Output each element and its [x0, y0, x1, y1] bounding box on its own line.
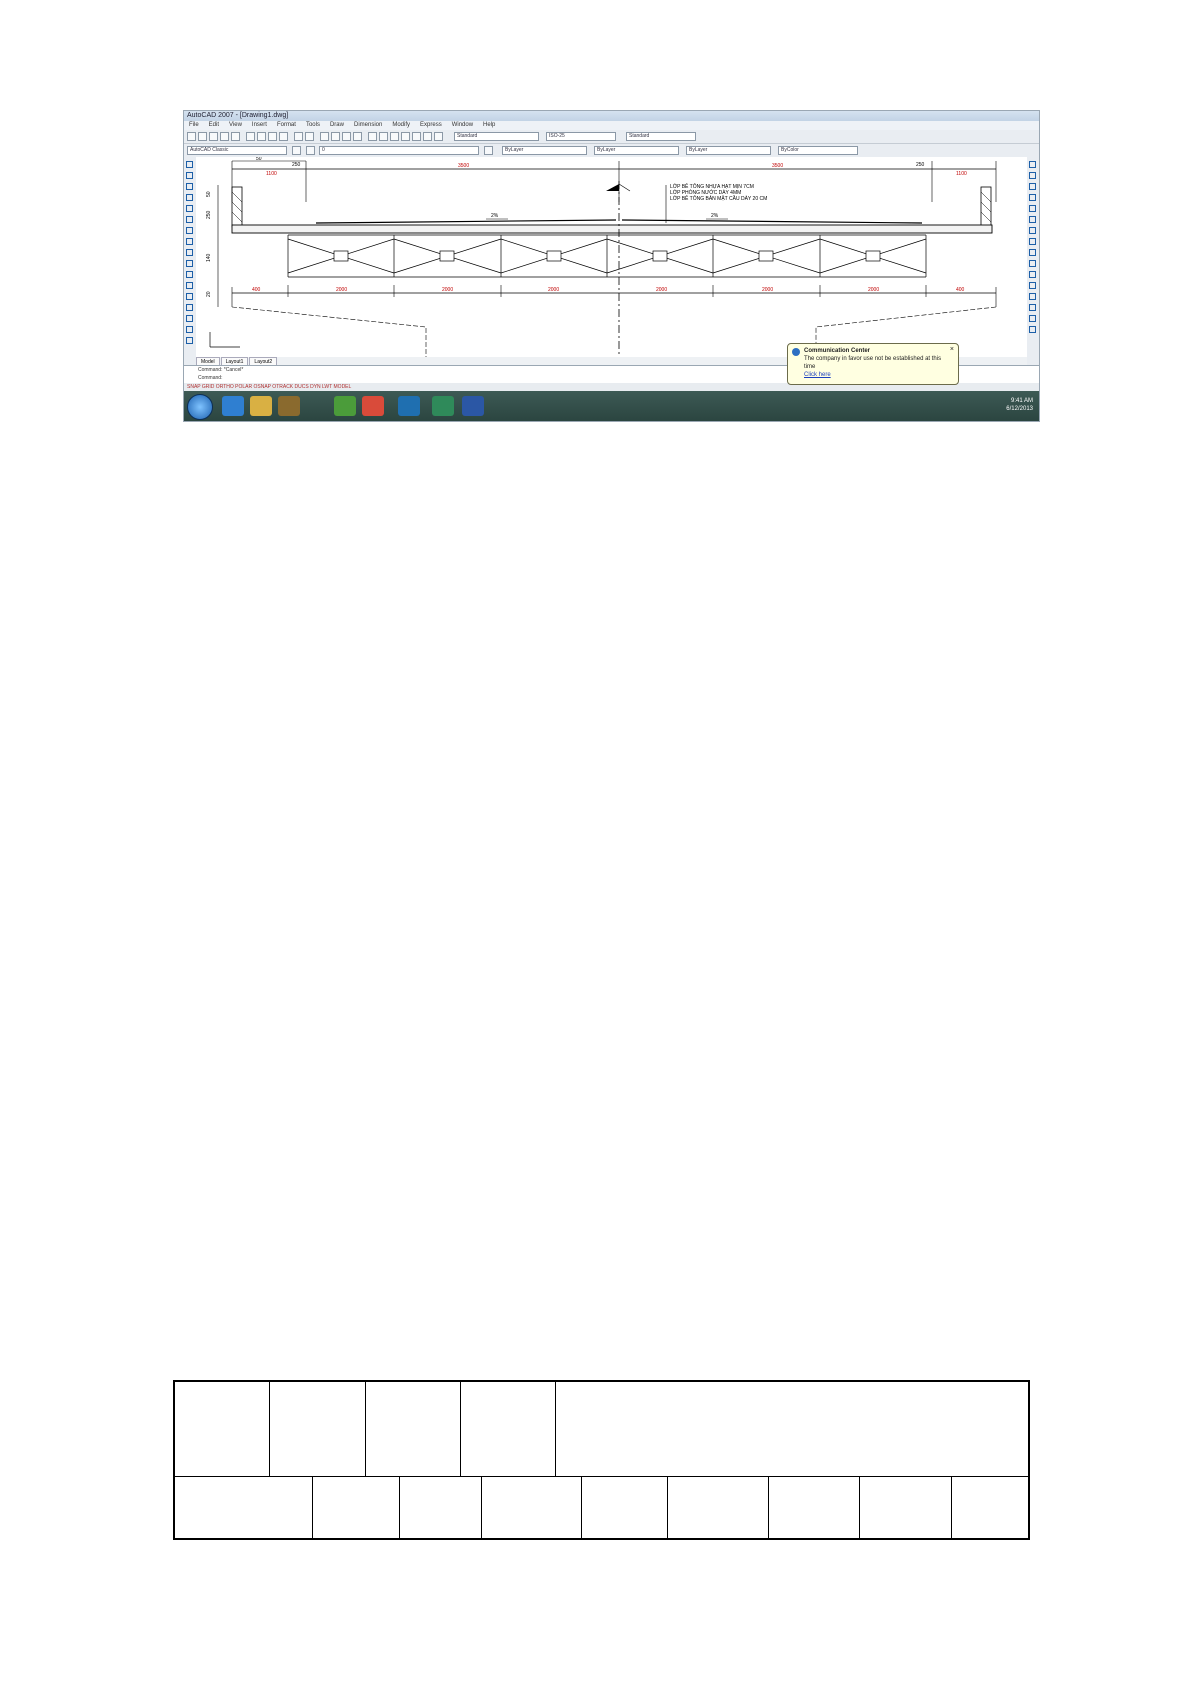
line-icon[interactable] — [186, 161, 193, 168]
preview-icon[interactable] — [231, 132, 240, 141]
layers-toolbar — [184, 144, 1039, 158]
table-col-divider — [399, 1476, 400, 1538]
menu-dimension[interactable]: Dimension — [353, 122, 383, 128]
dim-text: 1100 — [266, 171, 277, 177]
color-combo[interactable]: ByLayer — [502, 146, 587, 155]
table-col-divider — [768, 1476, 769, 1538]
workspace-settings-icon[interactable] — [292, 146, 301, 155]
point-icon[interactable] — [186, 293, 193, 300]
arc-icon[interactable] — [186, 216, 193, 223]
zoom-previous-icon[interactable] — [353, 132, 362, 141]
dim-text: 2000 — [548, 287, 560, 293]
menu-insert[interactable]: Insert — [251, 122, 267, 128]
table-col-divider — [312, 1476, 313, 1538]
offset-icon[interactable] — [1029, 194, 1036, 201]
undo-icon[interactable] — [294, 132, 303, 141]
standard-toolbar — [184, 130, 1039, 144]
dim-text: 3500 — [458, 163, 470, 169]
scale-icon[interactable] — [1029, 238, 1036, 245]
rotate-icon[interactable] — [1029, 227, 1036, 234]
system-tray[interactable] — [1006, 397, 1033, 413]
menu-edit[interactable]: Edit — [208, 122, 220, 128]
table-icon[interactable] — [186, 326, 193, 333]
open-icon[interactable] — [198, 132, 207, 141]
modify-toolbar — [1026, 157, 1039, 365]
notification-title: Communication Center — [804, 348, 871, 354]
empty-table — [173, 1380, 1030, 1540]
dim-text: 400 — [956, 287, 965, 293]
mtext-icon[interactable] — [186, 337, 193, 344]
hatch-icon[interactable] — [186, 304, 193, 311]
folder-icon[interactable] — [250, 396, 272, 416]
menu-format[interactable]: Format — [276, 122, 296, 128]
dim-text: 50 — [256, 157, 262, 162]
new-icon[interactable] — [187, 132, 196, 141]
tab-layout2[interactable]: Layout2 — [249, 357, 277, 367]
bridge-cross-section — [196, 157, 1027, 357]
skype-icon[interactable] — [398, 396, 420, 416]
match-icon[interactable] — [279, 132, 288, 141]
table-col-divider — [365, 1382, 366, 1476]
lineweight-combo[interactable]: ByLayer — [686, 146, 771, 155]
dim-text: 3500 — [772, 163, 784, 169]
dim-text: 2000 — [762, 287, 774, 293]
close-icon[interactable]: × — [949, 346, 954, 353]
cad-screenshot — [183, 110, 1040, 422]
region-icon[interactable] — [186, 315, 193, 322]
dim-text: 250 — [292, 162, 301, 168]
command-history: Command: *Cancel* — [198, 367, 244, 373]
fillet-icon[interactable] — [1029, 315, 1036, 322]
calculator-icon[interactable] — [423, 132, 432, 141]
layer-note: LỚP BÊ TÔNG BẢN MẶT CẦU DÀY 20 CM — [670, 196, 768, 202]
dim-text: 250 — [916, 162, 925, 168]
polygon-icon[interactable] — [186, 194, 193, 201]
zoom-window-icon[interactable] — [342, 132, 351, 141]
move-icon[interactable] — [1029, 216, 1036, 223]
dim-text: 50 — [206, 191, 212, 197]
table-col-divider — [581, 1476, 582, 1538]
extend-icon[interactable] — [1029, 271, 1036, 278]
tool-palette-icon[interactable] — [390, 132, 399, 141]
menu-file[interactable]: File — [189, 122, 199, 128]
menu-view[interactable]: View — [229, 122, 242, 128]
app-icon[interactable] — [334, 396, 356, 416]
make-block-icon[interactable] — [186, 282, 193, 289]
dim-text: 20 — [206, 291, 212, 297]
start-button[interactable] — [187, 394, 213, 420]
ellipse-icon[interactable] — [186, 260, 193, 267]
spline-icon[interactable] — [186, 249, 193, 256]
chamfer-icon[interactable] — [1029, 304, 1036, 311]
notification-balloon[interactable] — [787, 343, 959, 385]
copy-object-icon[interactable] — [1029, 172, 1036, 179]
array-icon[interactable] — [1029, 205, 1036, 212]
table-col-divider — [667, 1476, 668, 1538]
stretch-icon[interactable] — [1029, 249, 1036, 256]
table-row-divider — [175, 1476, 1028, 1477]
layer-combo[interactable]: 0 — [319, 146, 479, 155]
construction-line-icon[interactable] — [186, 172, 193, 179]
dim-text: 2000 — [336, 287, 348, 293]
table-col-divider — [555, 1382, 556, 1476]
clock-date: 6/12/2013 — [1006, 406, 1033, 412]
cut-icon[interactable] — [246, 132, 255, 141]
info-icon — [792, 348, 800, 356]
table-col-divider — [481, 1476, 482, 1538]
chrome-icon[interactable] — [362, 396, 384, 416]
trim-icon[interactable] — [1029, 260, 1036, 267]
revision-cloud-icon[interactable] — [186, 238, 193, 245]
dim-text: 1100 — [956, 171, 967, 177]
menu-help[interactable]: Help — [483, 122, 496, 128]
slope-label-left: 2% — [491, 213, 499, 219]
paste-icon[interactable] — [268, 132, 277, 141]
table-col-divider — [460, 1382, 461, 1476]
break-icon[interactable] — [1029, 282, 1036, 289]
menu-modify[interactable]: Modify — [392, 122, 411, 128]
sheet-set-icon[interactable] — [401, 132, 410, 141]
table-col-divider — [269, 1382, 270, 1476]
window-title: AutoCAD 2007 - [Drawing1.dwg] — [184, 111, 1039, 121]
status-bar[interactable]: SNAP GRID ORTHO POLAR OSNAP OTRACK DUCS DYN LWT MODEL — [184, 383, 1039, 391]
slope-label-right: 2% — [711, 213, 719, 219]
menu-express[interactable]: Express — [420, 122, 442, 128]
dim-text: 140 — [206, 253, 212, 262]
excel-icon[interactable] — [432, 396, 454, 416]
design-center-icon[interactable] — [379, 132, 388, 141]
clock-time: 9:41 AM — [1010, 398, 1033, 404]
menu-window[interactable]: Window — [451, 122, 474, 128]
dim-text: 2000 — [868, 287, 880, 293]
dimstyle-combo[interactable]: ISO-25 — [546, 132, 616, 141]
plot-icon[interactable] — [220, 132, 229, 141]
notification-link[interactable]: Click here — [804, 372, 831, 378]
explode-icon[interactable] — [1029, 326, 1036, 333]
table-col-divider — [951, 1476, 952, 1538]
table-col-divider — [859, 1476, 860, 1538]
circle-icon[interactable] — [186, 227, 193, 234]
layer-note: LỚP PHÒNG NƯỚC DÀY 4MM — [670, 190, 742, 196]
menu-tools[interactable]: Tools — [305, 122, 320, 128]
notification-body: The company in favor use not be established at this time — [804, 356, 942, 370]
media-icon[interactable] — [278, 396, 300, 416]
copy-icon[interactable] — [257, 132, 266, 141]
properties-icon[interactable] — [368, 132, 377, 141]
plotstyle-combo[interactable]: ByColor — [778, 146, 858, 155]
zoom-icon[interactable] — [331, 132, 340, 141]
linetype-combo[interactable]: ByLayer — [594, 146, 679, 155]
rectangle-icon[interactable] — [186, 205, 193, 212]
menu-draw[interactable]: Draw — [329, 122, 344, 128]
tab-model[interactable]: Model — [196, 357, 220, 367]
word-icon[interactable] — [462, 396, 484, 416]
dim-text: 2000 — [442, 287, 454, 293]
dim-text: 400 — [252, 287, 261, 293]
layer-note: LỚP BÊ TÔNG NHỰA HẠT MỊN 7CM — [670, 184, 754, 190]
layer-manager-icon[interactable] — [306, 146, 315, 155]
mirror-icon[interactable] — [1029, 183, 1036, 190]
internet-explorer-icon[interactable] — [222, 396, 244, 416]
tablestyle-combo[interactable]: Standard — [626, 132, 696, 141]
menu-bar — [184, 121, 1039, 130]
tab-layout1[interactable]: Layout1 — [221, 357, 249, 367]
save-icon[interactable] — [209, 132, 218, 141]
erase-icon[interactable] — [1029, 161, 1036, 168]
dim-text: 2000 — [656, 287, 668, 293]
pan-icon[interactable] — [320, 132, 329, 141]
help-icon[interactable] — [434, 132, 443, 141]
command-prompt[interactable]: Command: — [198, 375, 223, 381]
textstyle-combo[interactable]: Standard — [454, 132, 539, 141]
markup-icon[interactable] — [412, 132, 421, 141]
make-current-icon[interactable] — [484, 146, 493, 155]
drawing-canvas[interactable] — [196, 157, 1027, 357]
insert-block-icon[interactable] — [186, 271, 193, 278]
polyline-icon[interactable] — [186, 183, 193, 190]
windows-taskbar — [184, 391, 1039, 421]
redo-icon[interactable] — [305, 132, 314, 141]
join-icon[interactable] — [1029, 293, 1036, 300]
workspace-combo[interactable]: AutoCAD Classic — [187, 146, 287, 155]
dim-text: 250 — [206, 210, 212, 219]
